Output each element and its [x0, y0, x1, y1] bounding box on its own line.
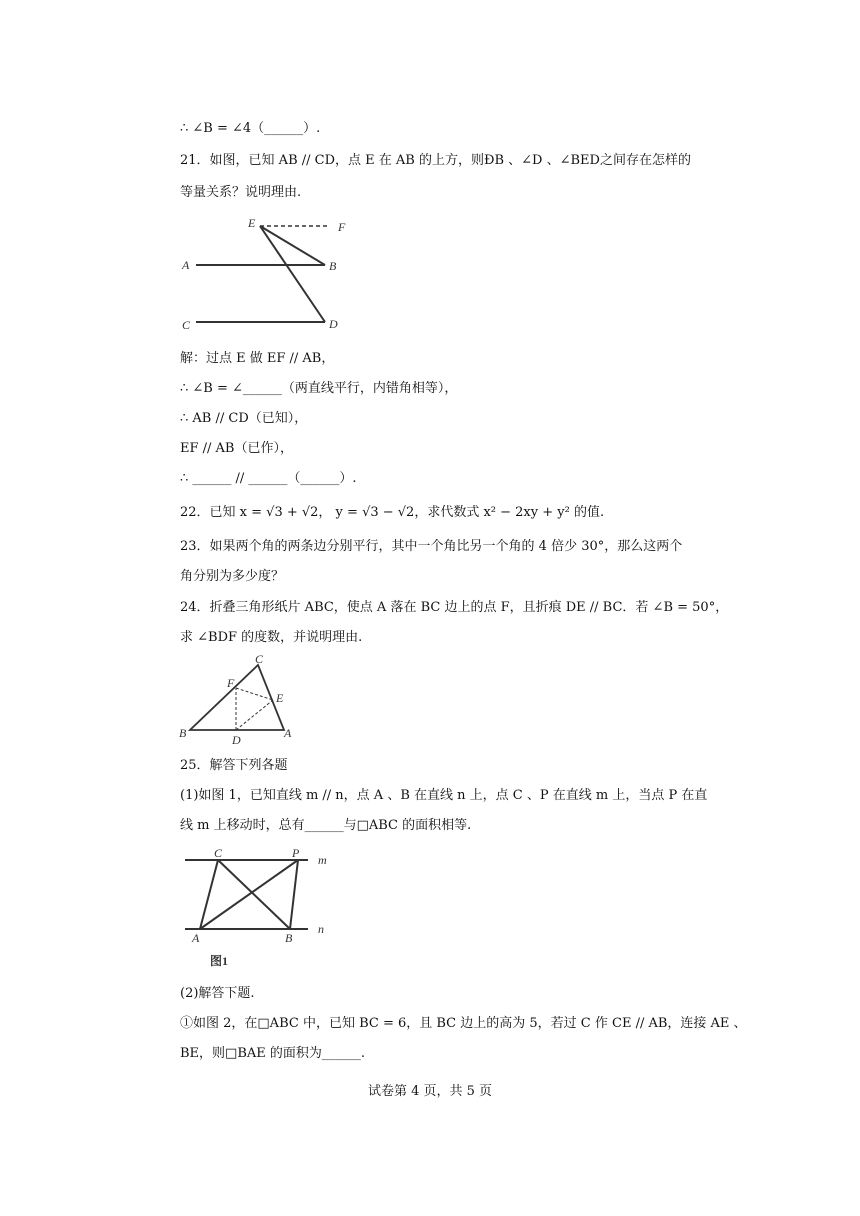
q25-part2-1: ①如图 2，在□ABC 中，已知 BC = 6，且 BC 边上的高为 5，若过 C 作 CE // AB，连接 AE 、	[180, 1016, 747, 1031]
segment-pb	[290, 860, 298, 929]
label-d: D	[232, 733, 241, 747]
segment-ed	[260, 226, 325, 322]
figure-q21	[178, 212, 358, 337]
label-c: C	[214, 846, 223, 860]
q25-part1-1: (1)如图 1，已知直线 m // n，点 A 、B 在直线 n 上，点 C 、P 在直线 m 上，当点 P 在直	[180, 788, 708, 803]
q21-solution-3: ∴ AB // CD（已知），	[180, 411, 308, 426]
page-footer: 试卷第 4 页，共 5 页	[367, 1084, 493, 1099]
q25-title: 25．解答下列各题	[180, 758, 288, 773]
label-d: D	[329, 317, 338, 331]
q21-text-2: 等量关系？说明理由.	[180, 185, 302, 200]
q23-text-1: 23．如果两个角的两条边分别平行，其中一个角比另一个角的 4 倍少 30°，那么这两个	[180, 539, 683, 554]
label-a: A	[182, 258, 190, 272]
segment-cb	[218, 860, 290, 929]
figure-q24	[178, 652, 303, 747]
q24-text-2: 求 ∠BDF 的度数，并说明理由.	[180, 630, 363, 645]
label-b: B	[285, 931, 293, 945]
label-p: P	[292, 846, 300, 860]
label-m: m	[318, 853, 327, 867]
q25-part1-2: 线 m 上移动时，总有______与□ABC 的面积相等.	[180, 818, 472, 833]
line-prev-conclusion: ∴ ∠B = ∠4（______）.	[180, 121, 321, 136]
q21-solution-1: 解：过点 E 做 EF // AB，	[180, 351, 335, 366]
fold-de	[236, 700, 273, 730]
label-b: B	[329, 259, 337, 273]
q22-text: 22．已知 x = √3 + √2， y = √3 − √2，求代数式 x² − 2xy + y² 的值.	[180, 505, 605, 520]
segment-eb	[260, 226, 325, 265]
q25-part2-2: BE，则□BAE 的面积为______.	[180, 1046, 366, 1061]
q21-text-1: 21．如图，已知 AB // CD，点 E 在 AB 的上方，则ÐB 、∠D 、∠BED之间存在怎样的	[180, 153, 691, 168]
q25-part2-title: (2)解答下题.	[180, 986, 255, 1001]
label-b: B	[179, 726, 187, 740]
label-c: C	[255, 652, 264, 666]
figure-q25	[180, 845, 340, 970]
label-f: F	[338, 220, 346, 234]
q21-solution-2: ∴ ∠B = ∠______（两直线平行，内错角相等），	[180, 381, 458, 396]
q23-text-2: 角分别为多少度？	[180, 569, 285, 584]
label-n: n	[318, 922, 324, 936]
label-f: F	[227, 676, 235, 690]
label-e: E	[248, 216, 256, 230]
q21-solution-4: EF // AB（已作），	[180, 441, 293, 456]
triangle-abc	[190, 665, 284, 730]
q21-solution-5: ∴ ______ // ______（______）.	[180, 471, 357, 486]
label-a: A	[192, 931, 200, 945]
q24-text-1: 24．折叠三角形纸片 ABC，使点 A 落在 BC 边上的点 F，且折痕 DE // BC．若 ∠B = 50°，	[180, 600, 729, 615]
label-c: C	[182, 318, 191, 332]
label-a: A	[284, 726, 292, 740]
label-e: E	[276, 691, 284, 705]
figure-caption: 图1	[210, 954, 229, 968]
